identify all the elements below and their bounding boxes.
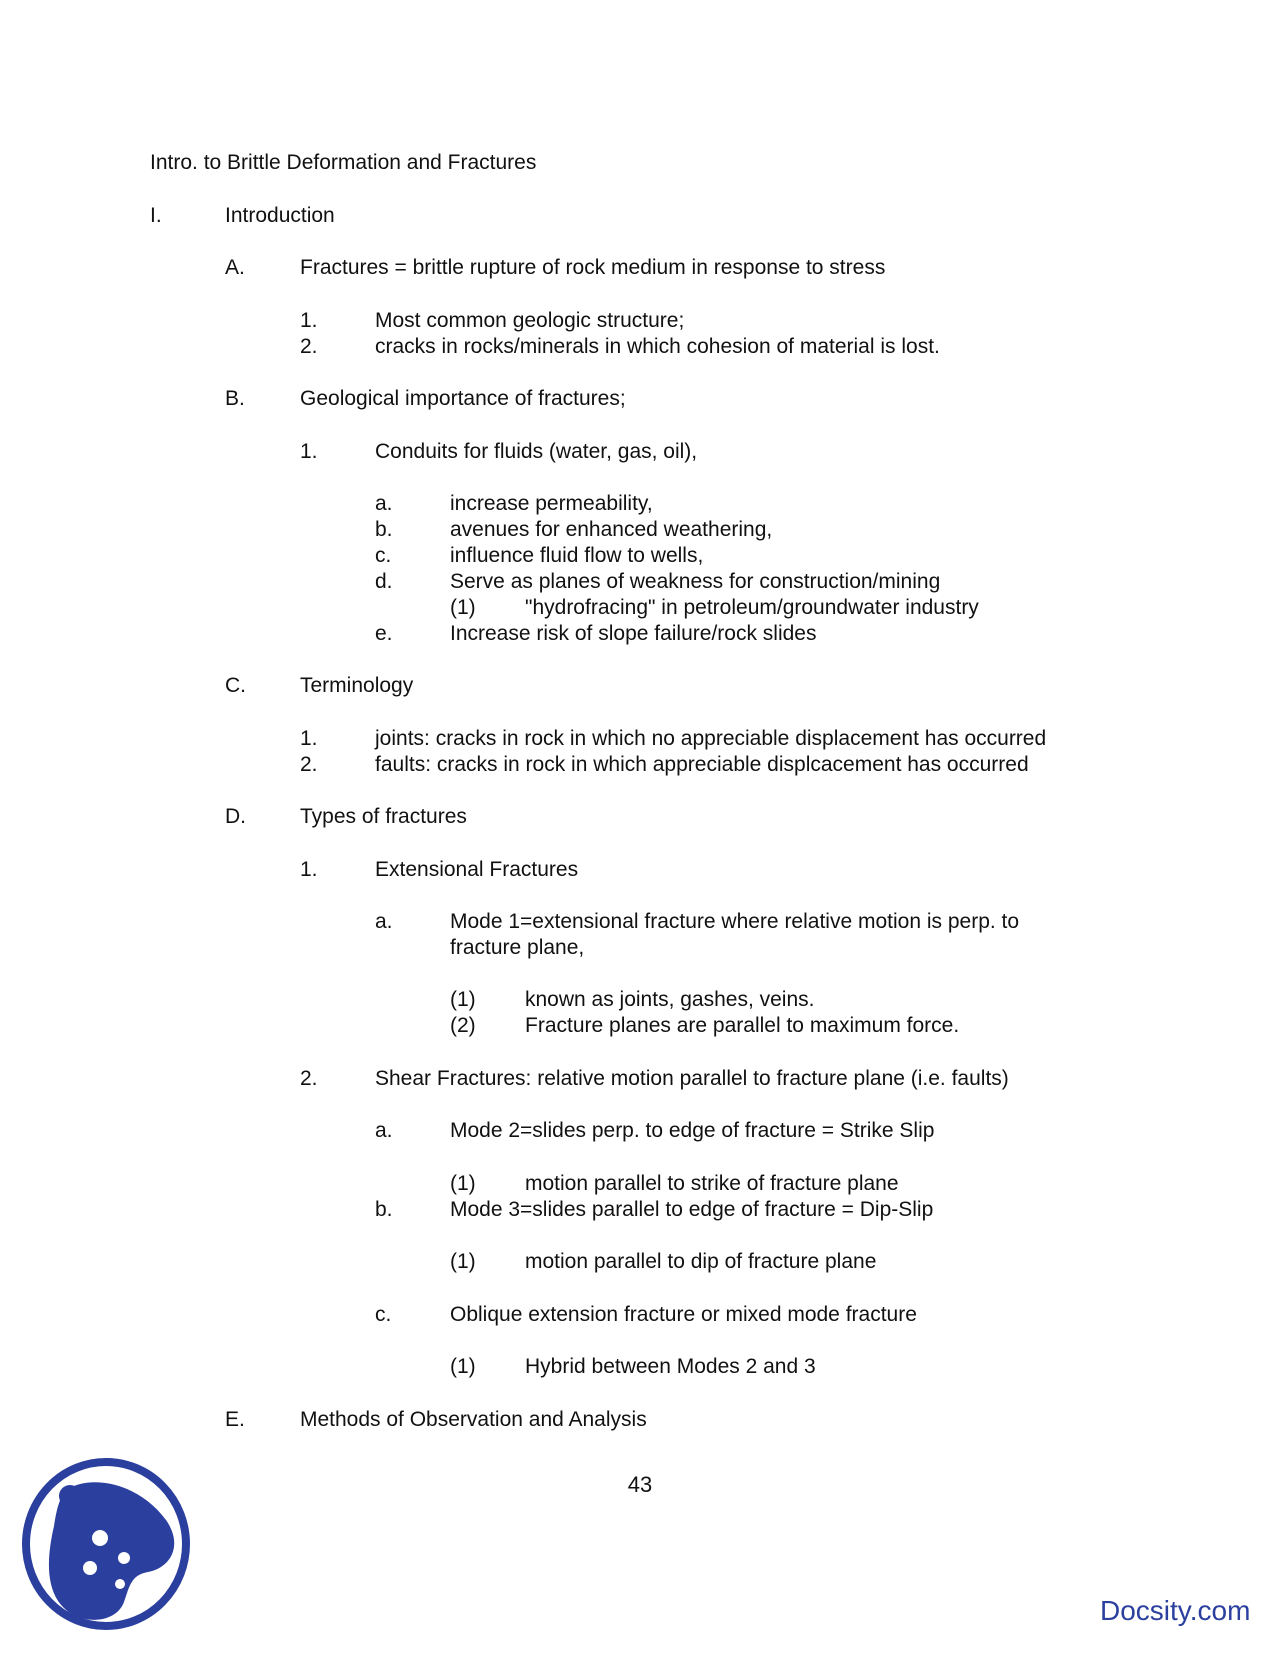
list-marker: c. [375,1303,392,1326]
list-marker: (1) [450,1355,476,1378]
list-marker: (1) [450,1172,476,1195]
list-text: cracks in rocks/minerals in which cohesion of material is lost. [375,335,940,358]
list-marker: (1) [450,1250,476,1273]
list-text: increase permeability, [450,492,653,515]
list-text: Hybrid between Modes 2 and 3 [525,1355,816,1378]
list-marker: 2. [300,753,318,776]
list-marker: 1. [300,727,318,750]
list-text: known as joints, gashes, veins. [525,988,815,1011]
docsity-brand-link[interactable] [1100,1595,1250,1627]
list-text: Fractures = brittle rupture of rock medium in response to stress [300,256,886,279]
list-marker: b. [375,1198,393,1221]
list-marker: (1) [450,596,476,619]
list-text: Introduction [225,204,335,227]
list-text: influence fluid flow to wells, [450,544,704,567]
list-text: Oblique extension fracture or mixed mode fracture [450,1303,917,1326]
list-marker: C. [225,674,246,697]
list-text: Mode 3=slides parallel to edge of fracture = Dip-Slip [450,1198,934,1221]
list-marker: E. [225,1408,245,1431]
list-text: Geological importance of fractures; [300,387,626,410]
list-text: Conduits for fluids (water, gas, oil), [375,440,698,463]
list-marker: a. [375,910,393,933]
list-text: Terminology [300,674,414,697]
list-marker: e. [375,622,393,645]
list-marker: d. [375,570,393,593]
list-marker: c. [375,544,392,567]
document-title: Intro. to Brittle Deformation and Fractures [150,151,537,174]
list-text: Fracture planes are parallel to maximum force. [525,1014,960,1037]
list-marker: 1. [300,309,318,332]
list-text: joints: cracks in rock in which no appreciable displacement has occurred [375,727,1047,750]
list-marker: 2. [300,1067,318,1090]
list-text: motion parallel to dip of fracture plane [525,1250,877,1273]
list-marker: 1. [300,858,318,881]
list-text: Mode 2=slides perp. to edge of fracture = Strike Slip [450,1119,935,1142]
list-marker: 1. [300,440,318,463]
list-text: Extensional Fractures [375,858,579,881]
brand-name: Docsity [1100,1595,1190,1626]
list-text: Most common geologic structure; [375,309,685,332]
list-text: Increase risk of slope failure/rock slides [450,622,817,645]
list-text: faults: cracks in rock in which appreciable displcacement has occurred [375,753,1029,776]
list-marker: a. [375,492,393,515]
list-marker: B. [225,387,245,410]
list-marker: (1) [450,988,476,1011]
page-number: 43 [627,1472,653,1497]
list-text: Mode 1=extensional fracture where relative motion is perp. to [450,910,1020,933]
list-text: avenues for enhanced weathering, [450,518,773,541]
list-text: Serve as planes of weakness for construction/mining [450,570,941,593]
list-text: Types of fractures [300,805,467,828]
list-marker: A. [225,256,245,279]
list-marker: b. [375,518,393,541]
list-marker: (2) [450,1014,476,1037]
list-marker: 2. [300,335,318,358]
list-text: motion parallel to strike of fracture plane [525,1172,899,1195]
brand-suffix: .com [1189,1595,1251,1626]
list-text: Methods of Observation and Analysis [300,1408,647,1431]
list-text: fracture plane, [450,936,585,959]
list-marker: a. [375,1119,393,1142]
list-text: Shear Fractures: relative motion parallel to fracture plane (i.e. faults) [375,1067,1009,1090]
list-marker: I. [150,204,162,227]
docsity-logo-icon[interactable] [20,1456,192,1632]
list-text: "hydrofracing" in petroleum/groundwater industry [525,596,979,619]
list-marker: D. [225,805,246,828]
